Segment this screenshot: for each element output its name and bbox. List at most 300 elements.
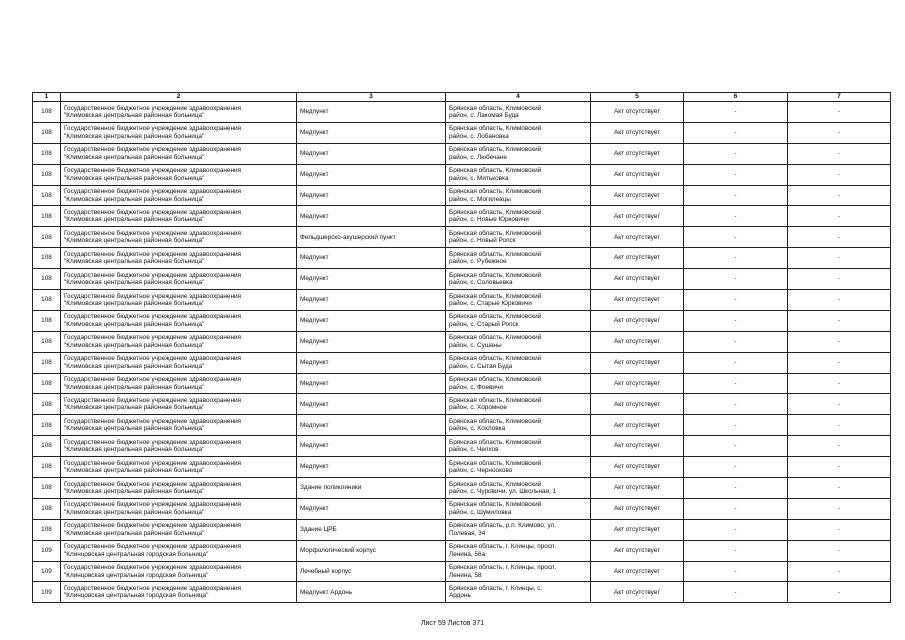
organization-name: Государственное бюджетное учреждение здравоохранения "Климовская центральная районная больница" <box>64 480 242 495</box>
act-status: Акт отсутствует <box>613 296 661 304</box>
organization-name: Государственное бюджетное учреждение здравоохранения "Климовская центральная районная больница" <box>64 271 242 287</box>
table-row <box>33 540 891 561</box>
column-6-value-cell <box>684 122 788 143</box>
object-name: Медпункт <box>300 191 329 199</box>
object-name: Фельдшерско-акушерский пункт <box>300 233 396 241</box>
registry-table <box>32 92 891 603</box>
column-7-value: - <box>837 296 841 304</box>
organization-name: Государственное бюджетное учреждение здравоохранения "Климовская центральная районная больница" <box>64 501 242 516</box>
column-7-value: - <box>837 129 841 137</box>
organization-name-cell <box>61 498 297 519</box>
act-status-cell <box>591 290 684 311</box>
column-6-value: - <box>734 108 737 116</box>
act-status: Акт отсутствует <box>613 379 661 387</box>
object-name-cell <box>297 206 446 227</box>
act-status-cell <box>591 561 684 582</box>
organization-name-cell <box>61 122 297 143</box>
row-number-cell <box>33 206 61 227</box>
table-row <box>33 331 891 352</box>
object-name-cell <box>297 352 446 373</box>
row-number: 108 <box>41 191 52 199</box>
column-6-value-cell <box>684 310 788 331</box>
organization-name-cell <box>61 227 297 248</box>
row-number: 108 <box>41 129 52 137</box>
column-6-value-cell <box>684 269 788 290</box>
row-number-cell <box>33 415 61 436</box>
organization-name-cell <box>61 561 297 582</box>
object-name: Медпункт <box>300 170 329 178</box>
column-6-value: - <box>734 191 737 199</box>
object-name: Медпункт <box>300 379 329 387</box>
object-address: Брянская область, Климовский район, с. Чуровичи, ул. Школьная, 1 <box>449 480 557 495</box>
column-6-value-cell <box>684 248 788 269</box>
act-status-cell <box>591 352 684 373</box>
organization-name-cell <box>61 331 297 352</box>
organization-name: Государственное бюджетное учреждение здравоохранения "Климовская центральная районная больница" <box>64 438 242 454</box>
object-address-cell <box>446 373 591 394</box>
organization-name-cell <box>61 582 297 603</box>
column-7-value-cell <box>788 498 891 519</box>
column-6-value-cell <box>684 436 788 457</box>
object-name: Здание ЦРБ <box>300 526 337 534</box>
act-status-cell <box>591 269 684 290</box>
column-6-value: - <box>734 170 737 178</box>
column-7-value-cell <box>788 415 891 436</box>
table-row <box>33 122 891 143</box>
column-7-value-cell <box>788 143 891 164</box>
object-address-cell <box>446 269 591 290</box>
organization-name-cell <box>61 415 297 436</box>
object-name-cell <box>297 164 446 185</box>
column-6-value: - <box>734 338 737 346</box>
act-status-cell <box>591 122 684 143</box>
organization-name: Государственное бюджетное учреждение здравоохранения "Климовская центральная районная больница" <box>64 125 242 140</box>
act-status: Акт отсутствует <box>613 129 661 137</box>
row-number: 108 <box>41 338 52 346</box>
table-row <box>33 310 891 331</box>
column-7-value-cell <box>788 561 891 582</box>
row-number: 109 <box>41 546 52 554</box>
row-number-cell <box>33 269 61 290</box>
column-7-value-cell <box>788 394 891 415</box>
row-number-cell <box>33 102 61 123</box>
organization-name-cell <box>61 478 297 499</box>
organization-name: Государственное бюджетное учреждение здравоохранения "Климовская центральная районная больница" <box>64 146 242 161</box>
act-status-cell <box>591 540 684 561</box>
row-number-cell <box>33 143 61 164</box>
organization-name-cell <box>61 185 297 206</box>
object-address: Брянская область, г. Клинцы, с. Ардонь <box>449 585 543 600</box>
column-6-value: - <box>734 567 737 575</box>
column-7-value-cell <box>788 331 891 352</box>
row-number: 108 <box>41 233 52 241</box>
object-name: Морфологический корпус <box>300 546 376 554</box>
row-number: 108 <box>41 170 52 178</box>
table-row <box>33 352 891 373</box>
object-name: Медпункт Ардонь <box>300 588 353 596</box>
column-6-value-cell <box>684 415 788 436</box>
organization-name: Государственное бюджетное учреждение здравоохранения "Климовская центральная районная больница" <box>64 417 242 433</box>
object-name-cell <box>297 269 446 290</box>
table-row <box>33 519 891 540</box>
object-address: Брянская область, Климовский район, с. Старый Ропск <box>449 313 542 328</box>
row-number: 108 <box>41 379 52 387</box>
column-6-value: - <box>734 254 737 262</box>
row-number: 108 <box>41 442 52 450</box>
act-status: Акт отсутствует <box>613 463 661 471</box>
act-status-cell <box>591 436 684 457</box>
column-7-value-cell <box>788 352 891 373</box>
object-name-cell <box>297 394 446 415</box>
organization-name-cell <box>61 394 297 415</box>
object-address: Брянская область, г. Клинцы, просп. Ленина, 56а <box>449 543 557 558</box>
table-row <box>33 457 891 478</box>
object-address-cell <box>446 478 591 499</box>
row-number-cell <box>33 290 61 311</box>
act-status: Акт отсутствует <box>613 170 661 178</box>
column-7-value-cell <box>788 290 891 311</box>
organization-name-cell <box>61 540 297 561</box>
column-6-value-cell <box>684 352 788 373</box>
column-6-value-cell <box>684 164 788 185</box>
organization-name-cell <box>61 352 297 373</box>
column-6-value: - <box>734 212 737 220</box>
header-row <box>33 93 891 102</box>
organization-name-cell <box>61 102 297 123</box>
object-address: Брянская область, Климовский район, с. Фоевичи <box>449 376 542 391</box>
organization-name: Государственное бюджетное учреждение здравоохранения "Климовская центральная районная больница" <box>64 167 242 182</box>
object-address-cell <box>446 143 591 164</box>
object-name: Медпункт <box>300 317 329 325</box>
column-6-value-cell <box>684 102 788 123</box>
row-number: 109 <box>41 567 52 575</box>
row-number-cell <box>33 561 61 582</box>
row-number: 108 <box>41 463 52 471</box>
object-name-cell <box>297 331 446 352</box>
object-address: Брянская область, Климовский район, с. Сытая Буда <box>449 355 542 370</box>
row-number: 108 <box>41 421 52 429</box>
act-status: Акт отсутствует <box>613 567 661 575</box>
object-address-cell <box>446 436 591 457</box>
object-address: Брянская область, Климовский район, с. Сушаны <box>449 334 542 349</box>
object-name-cell <box>297 227 446 248</box>
act-status: Акт отсутствует <box>613 400 661 408</box>
act-status: Акт отсутствует <box>613 150 661 158</box>
column-header: 2 <box>61 93 297 102</box>
column-7-value-cell <box>788 310 891 331</box>
object-address-cell <box>446 519 591 540</box>
column-6-value-cell <box>684 185 788 206</box>
column-7-value: - <box>837 505 841 513</box>
row-number: 108 <box>41 296 52 304</box>
column-6-value: - <box>734 379 737 387</box>
object-name: Медпункт <box>300 338 329 346</box>
organization-name: Государственное бюджетное учреждение здравоохранения "Климовская центральная районная больница" <box>64 250 242 266</box>
object-name-cell <box>297 498 446 519</box>
object-address-cell <box>446 352 591 373</box>
organization-name-cell <box>61 436 297 457</box>
object-name: Медпункт <box>300 108 329 116</box>
organization-name-cell <box>61 206 297 227</box>
row-number-cell <box>33 248 61 269</box>
column-7-value: - <box>837 588 841 596</box>
column-6-value-cell <box>684 561 788 582</box>
organization-name-cell <box>61 248 297 269</box>
column-6-value-cell <box>684 519 788 540</box>
object-address-cell <box>446 185 591 206</box>
table-row <box>33 478 891 499</box>
column-6-value-cell <box>684 227 788 248</box>
act-status: Акт отсутствует <box>613 421 661 429</box>
organization-name: Государственное бюджетное учреждение здравоохранения "Климовская центральная районная больница" <box>64 208 242 224</box>
object-name-cell <box>297 457 446 478</box>
act-status: Акт отсутствует <box>613 191 661 199</box>
object-address-cell <box>446 457 591 478</box>
organization-name-cell <box>61 457 297 478</box>
column-7-value: - <box>837 400 841 408</box>
object-address: Брянская область, Климовский район, с. Хохловка <box>449 417 542 433</box>
organization-name: Государственное бюджетное учреждение здравоохранения "Климовская центральная районная больница" <box>64 188 242 203</box>
row-number: 108 <box>41 212 52 220</box>
page-counter: Лист 59 Листов 371 <box>420 620 485 627</box>
column-6-value-cell <box>684 540 788 561</box>
object-address: Брянская область, Климовский район, с. Хоромное <box>449 397 542 412</box>
organization-name-cell <box>61 310 297 331</box>
column-7-value-cell <box>788 373 891 394</box>
object-address: Брянская область, Климовский район, с. Соловьевка <box>449 271 542 287</box>
column-6-value-cell <box>684 206 788 227</box>
object-address: Брянская область, Климовский район, с. Могилевцы <box>449 188 542 203</box>
organization-name: Государственное бюджетное учреждение здравоохранения "Климовская центральная районная больница" <box>64 397 242 412</box>
object-address: Брянская область, Климовский район, с. Любечане <box>449 146 542 161</box>
object-address-cell <box>446 248 591 269</box>
organization-name-cell <box>61 164 297 185</box>
object-name: Медпункт <box>300 421 329 429</box>
object-name-cell <box>297 478 446 499</box>
column-6-value: - <box>734 463 737 471</box>
object-name-cell <box>297 248 446 269</box>
object-name-cell <box>297 519 446 540</box>
object-name-cell <box>297 436 446 457</box>
row-number-cell <box>33 310 61 331</box>
object-address: Брянская область, Климовский район, с. Чернооково <box>449 459 542 475</box>
act-status-cell <box>591 373 684 394</box>
object-address: Брянская область, г. Клинцы, просп. Ленина, 58 <box>449 564 557 579</box>
organization-name: Государственное бюджетное учреждение здравоохранения "Климовская центральная районная больница" <box>64 313 242 328</box>
object-name: Медпункт <box>300 275 329 283</box>
column-6-value-cell <box>684 582 788 603</box>
object-address-cell <box>446 206 591 227</box>
row-number: 108 <box>41 400 52 408</box>
act-status-cell <box>591 164 684 185</box>
column-7-value-cell <box>788 457 891 478</box>
column-7-value-cell <box>788 269 891 290</box>
act-status: Акт отсутствует <box>613 505 661 513</box>
object-name: Медпункт <box>300 400 329 408</box>
organization-name-cell <box>61 269 297 290</box>
column-6-value: - <box>734 150 737 158</box>
column-header: 3 <box>297 93 446 102</box>
organization-name: Государственное бюджетное учреждение здравоохранения "Климовская центральная районная больница" <box>64 355 242 370</box>
object-address-cell <box>446 227 591 248</box>
row-number-cell <box>33 582 61 603</box>
act-status-cell <box>591 310 684 331</box>
object-address: Брянская область, Климовский район, с. Рубежное <box>449 250 542 266</box>
object-address: Брянская область, Климовский район, с. Челхов <box>449 438 542 454</box>
column-7-value-cell <box>788 582 891 603</box>
row-number-cell <box>33 373 61 394</box>
column-6-value-cell <box>684 331 788 352</box>
organization-name: Государственное бюджетное учреждение здравоохранения "Климовская центральная районная больница" <box>64 376 242 391</box>
object-name-cell <box>297 310 446 331</box>
organization-name: Государственное бюджетное учреждение здравоохранения "Клинцовская центральная городская больница" <box>64 585 242 600</box>
column-7-value-cell <box>788 519 891 540</box>
act-status-cell <box>591 457 684 478</box>
organization-name: Государственное бюджетное учреждение здравоохранения "Клинцовская центральная городская больница" <box>64 564 242 579</box>
column-7-value-cell <box>788 102 891 123</box>
object-name: Лечебный корпус <box>300 567 352 575</box>
act-status: Акт отсутствует <box>613 212 661 220</box>
column-6-value: - <box>734 358 737 366</box>
object-name-cell <box>297 122 446 143</box>
object-address-cell <box>446 540 591 561</box>
organization-name: Государственное бюджетное учреждение здравоохранения "Климовская центральная районная больница" <box>64 522 242 537</box>
object-name: Медпункт <box>300 358 329 366</box>
column-7-value: - <box>837 546 841 554</box>
column-7-value: - <box>837 567 841 575</box>
act-status: Акт отсутствует <box>613 358 661 366</box>
object-name: Здание поликлиники <box>300 484 362 492</box>
column-7-value-cell <box>788 122 891 143</box>
object-address: Брянская область, Климовский район, с. Митьковка <box>449 167 542 182</box>
act-status: Акт отсутствует <box>613 338 661 346</box>
column-6-value: - <box>734 505 737 513</box>
column-7-value: - <box>837 233 841 241</box>
object-name: Медпункт <box>300 296 329 304</box>
row-number: 108 <box>41 275 52 283</box>
table-row <box>33 143 891 164</box>
column-6-value-cell <box>684 143 788 164</box>
organization-name-cell <box>61 373 297 394</box>
object-name: Медпункт <box>300 129 329 137</box>
row-number-cell <box>33 436 61 457</box>
object-name-cell <box>297 290 446 311</box>
object-name: Медпункт <box>300 254 329 262</box>
column-7-value-cell <box>788 478 891 499</box>
column-6-value-cell <box>684 498 788 519</box>
object-name-cell <box>297 185 446 206</box>
object-name: Медпункт <box>300 505 329 513</box>
row-number: 108 <box>41 254 52 262</box>
act-status-cell <box>591 185 684 206</box>
object-address: Брянская область, Климовский район, с. Лакомая Буда <box>449 104 542 119</box>
table-row <box>33 227 891 248</box>
row-number: 108 <box>41 150 52 158</box>
organization-name-cell <box>61 290 297 311</box>
act-status: Акт отсутствует <box>613 526 661 534</box>
object-address: Брянская область, р.п. Климово, ул. Полевая, 34 <box>449 522 557 537</box>
table-row <box>33 373 891 394</box>
table-row <box>33 394 891 415</box>
table-row <box>33 415 891 436</box>
act-status: Акт отсутствует <box>613 233 661 241</box>
act-status-cell <box>591 248 684 269</box>
table-row <box>33 498 891 519</box>
column-header: 7 <box>788 93 891 102</box>
act-status-cell <box>591 227 684 248</box>
act-status-cell <box>591 206 684 227</box>
object-address: Брянская область, Климовский район, с. Новый Ропск <box>449 229 542 245</box>
act-status-cell <box>591 582 684 603</box>
act-status-cell <box>591 143 684 164</box>
table-row <box>33 582 891 603</box>
row-number: 108 <box>41 526 52 534</box>
column-7-value: - <box>837 379 841 387</box>
row-number-cell <box>33 478 61 499</box>
row-number-cell <box>33 164 61 185</box>
act-status-cell <box>591 331 684 352</box>
column-7-value: - <box>837 421 841 429</box>
act-status-cell <box>591 519 684 540</box>
object-name-cell <box>297 540 446 561</box>
column-7-value-cell <box>788 540 891 561</box>
row-number-cell <box>33 185 61 206</box>
column-7-value: - <box>837 484 841 492</box>
act-status: Акт отсутствует <box>613 317 661 325</box>
column-6-value: - <box>734 588 737 596</box>
table-row <box>33 269 891 290</box>
column-7-value: - <box>837 463 841 471</box>
act-status: Акт отсутствует <box>613 442 661 450</box>
object-address: Брянская область, Климовский район, с. Шумиловка <box>449 501 542 516</box>
act-status: Акт отсутствует <box>613 588 661 596</box>
column-6-value-cell <box>684 373 788 394</box>
table-row <box>33 290 891 311</box>
row-number-cell <box>33 540 61 561</box>
column-7-value: - <box>837 317 841 325</box>
organization-name-cell <box>61 519 297 540</box>
object-name-cell <box>297 373 446 394</box>
column-7-value: - <box>837 170 841 178</box>
act-status: Акт отсутствует <box>613 275 661 283</box>
act-status-cell <box>591 498 684 519</box>
column-7-value-cell <box>788 227 891 248</box>
row-number-cell <box>33 498 61 519</box>
object-address-cell <box>446 310 591 331</box>
object-address-cell <box>446 415 591 436</box>
column-7-value: - <box>837 212 841 220</box>
object-address: Брянская область, Климовский район, с. Старые Юрковичи <box>449 292 542 307</box>
row-number: 108 <box>41 108 52 116</box>
act-status-cell <box>591 102 684 123</box>
act-status: Акт отсутствует <box>613 484 661 492</box>
row-number-cell <box>33 457 61 478</box>
act-status: Акт отсутствует <box>613 546 661 554</box>
row-number-cell <box>33 394 61 415</box>
object-address-cell <box>446 582 591 603</box>
column-header: 5 <box>591 93 684 102</box>
column-7-value: - <box>837 275 841 283</box>
act-status: Акт отсутствует <box>613 254 661 262</box>
table-row <box>33 561 891 582</box>
row-number: 108 <box>41 317 52 325</box>
column-7-value-cell <box>788 164 891 185</box>
row-number: 108 <box>41 505 52 513</box>
column-7-value: - <box>837 254 841 262</box>
organization-name: Государственное бюджетное учреждение здравоохранения "Климовская центральная районная больница" <box>64 334 242 349</box>
column-7-value: - <box>837 358 841 366</box>
organization-name: Государственное бюджетное учреждение здравоохранения "Клинцовская центральная городская больница" <box>64 543 242 558</box>
